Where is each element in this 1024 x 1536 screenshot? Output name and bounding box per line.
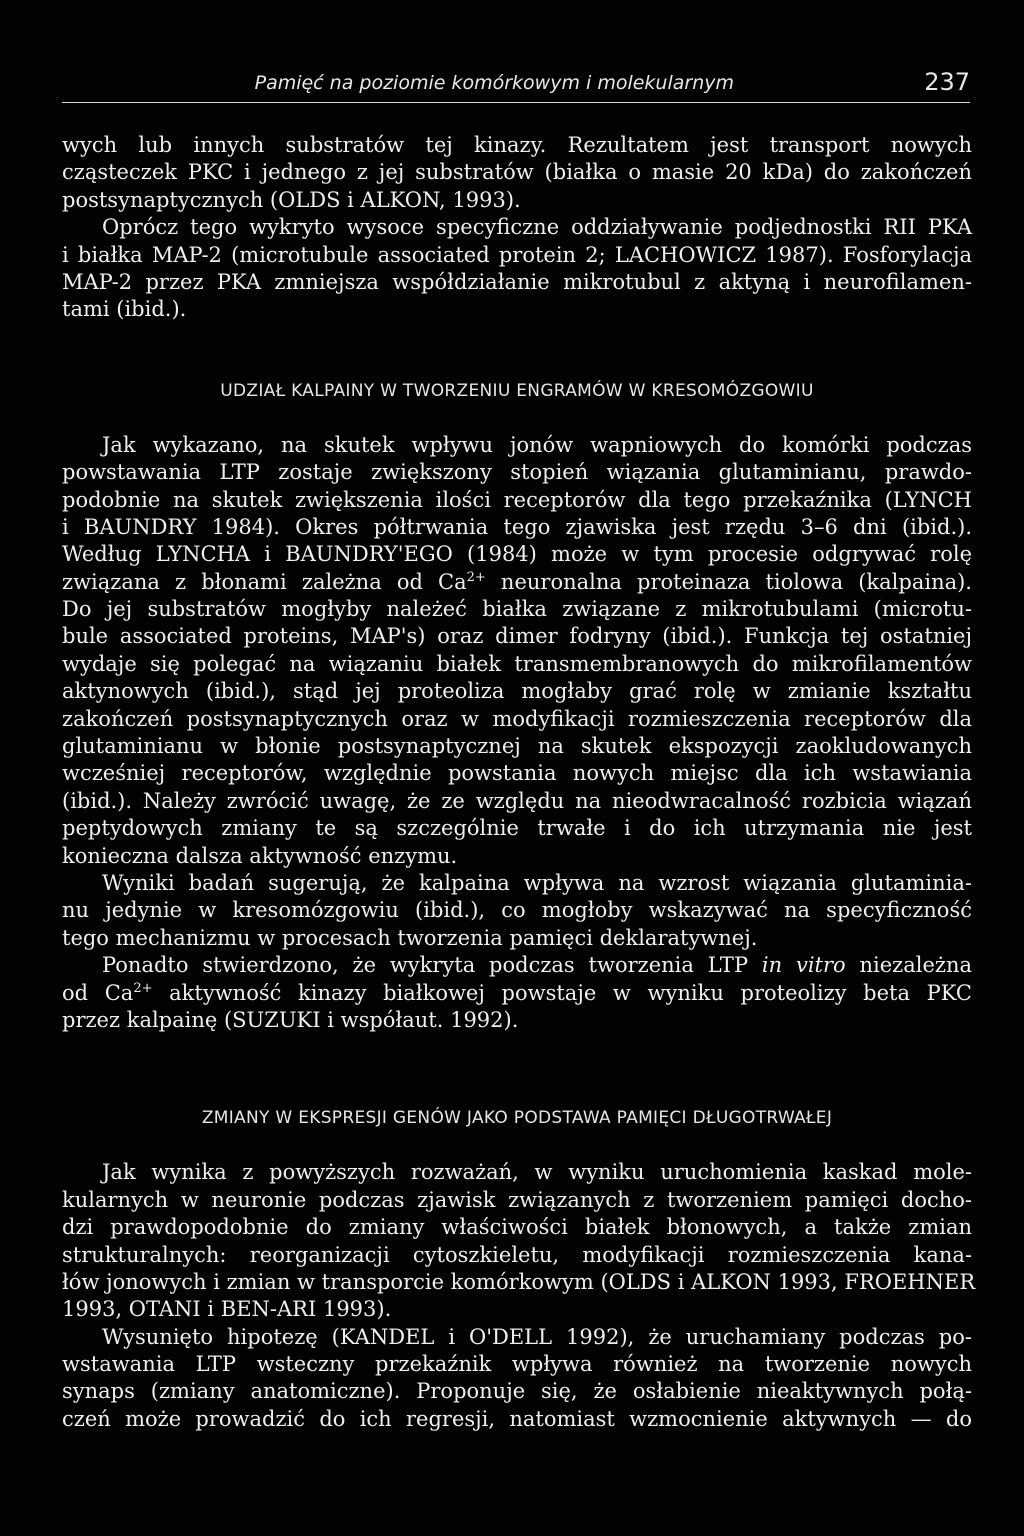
text-line: 1993, OTANI i BEN-ARI 1993). [62, 1297, 392, 1322]
paragraph [62, 214, 972, 324]
text-line: Jak wykazano, na skutek wpływu jonów wapniowych do komórki podczas [102, 432, 972, 457]
text-line: Do jej substratów mogłyby należeć białka związane z mikrotubulami (microtu- [62, 597, 972, 622]
paragraph [62, 132, 972, 214]
page-number: 237 [924, 68, 970, 96]
text-line: tami (ibid.). [62, 297, 187, 322]
text-line: bule associated proteins, MAP's) oraz dimer fodryny (ibid.). Funkcja tej ostatniej [62, 624, 972, 649]
superscript: 2+ [466, 569, 486, 585]
text-line [62, 980, 972, 1007]
text-line: powstawania LTP zostaje zwiększony stopień wiązania glutaminianu, prawdo- [62, 460, 972, 485]
text-fragment: związana z błonami zależna od Ca [62, 569, 467, 594]
text-line: wych lub innych substratów tej kinazy. Rezultatem jest transport nowych [62, 133, 972, 157]
text-line: glutaminianu w błonie postsynaptycznej na skutek ekspozycji zaokludowanych [62, 734, 972, 759]
italic-term: in vitro [761, 953, 846, 978]
text-line: (ibid.). Należy zwrócić uwagę, że ze względu na nieodwracalność rozbicia wiązań [62, 788, 972, 813]
text-fragment: niezależna [845, 953, 972, 978]
text-line: strukturalnych: reorganizacji cytoszkieletu, modyfikacji rozmieszczenia kana- [62, 1242, 972, 1267]
text-line [62, 569, 972, 596]
text-line: nu jedynie w kresomózgowiu (ibid.), co mogłoby wskazywać na specyficzność [62, 898, 972, 923]
text-line: Wysunięto hipotezę (KANDEL i O'DELL 1992), że uruchamiany podczas po- [102, 1324, 972, 1349]
text-fragment: neuronalna proteinaza tiolowa (kalpaina). [485, 569, 972, 594]
text-line: postsynaptycznych (OLDS i ALKON, 1993). [62, 187, 521, 212]
paragraph [62, 432, 972, 870]
text-line: i BAUNDRY 1984). Okres półtrwania tego zjawiska jest rzędu 3–6 dni (ibid.). [62, 514, 972, 539]
text-line: podobnie na skutek zwiększenia ilości receptorów dla tego przekaźnika (LYNCH [62, 487, 972, 512]
text-line: konieczna dalsza aktywność enzymu. [62, 843, 458, 868]
text-line: wydaje się polegać na wiązaniu białek transmembranowych do mikrofilamentów [62, 651, 972, 676]
paragraph [62, 1159, 976, 1323]
paragraph [62, 1324, 972, 1434]
text-line: Oprócz tego wykryto wysoce specyficzne oddziaływanie podjednostki RII PKA [102, 215, 972, 240]
text-line: cząsteczek PKC i jednego z jej substratów (białka o masie 20 kDa) do zakończeń [62, 160, 972, 185]
section-heading: UDZIAŁ KALPAINY W TWORZENIU ENGRAMÓW W KRESOMÓZGOWIU [220, 380, 814, 401]
text-line: Wyniki badań sugerują, że kalpaina wpływa na wzrost wiązania glutaminia- [102, 870, 972, 895]
text-line: wcześniej receptorów, względnie powstania nowych miejsc dla ich wstawiania [62, 761, 972, 786]
text-fragment: Ponadto stwierdzono, że wykryta podczas tworzenia LTP [102, 953, 762, 978]
paragraph [62, 870, 972, 952]
page-body [62, 132, 976, 1433]
text-line: Według LYNCHA i BAUNDRY'EGO (1984) może w tym procesie odgrywać rolę [62, 542, 972, 567]
text-line: kularnych w neuronie podczas zjawisk związanych z tworzeniem pamięci docho- [62, 1187, 972, 1212]
text-line: dzi prawdopodobnie do zmiany właściwości białek błonowych, a także zmian [62, 1215, 972, 1240]
running-title: Pamięć na poziomie komórkowym i molekularnym [254, 72, 734, 94]
text-line: i białka MAP-2 (microtubule associated protein 2; LACHOWICZ 1987). Fosforylacja [62, 242, 972, 267]
text-fragment: aktywność kinazy białkowej powstaje w wyniku proteolizy beta PKC [152, 980, 972, 1005]
page-header [62, 68, 970, 103]
text-fragment: od Ca [62, 980, 134, 1005]
text-line: tego mechanizmu w procesach tworzenia pamięci deklaratywnej. [62, 925, 758, 950]
text-line: wstawania LTP wsteczny przekaźnik wpływa również na tworzenie nowych [62, 1352, 972, 1377]
text-line: przez kalpainę (SUZUKI i współaut. 1992). [62, 1007, 519, 1032]
text-line: zakończeń postsynaptycznych oraz w modyfikacji rozmieszczenia receptorów dla [62, 706, 972, 731]
text-line: aktynowych (ibid.), stąd jej proteoliza mogłaby grać rolę w zmianie kształtu [62, 679, 972, 704]
paragraph [62, 952, 972, 1034]
section-heading: ZMIANY W EKSPRESJI GENÓW JAKO PODSTAWA PAMIĘCI DŁUGOTRWAŁEJ [201, 1108, 833, 1129]
text-line: łów jonowych i zmian w transporcie komórkowym (OLDS i ALKON 1993, FROEHNER [62, 1269, 976, 1294]
text-line: czeń może prowadzić do ich regresji, natomiast wzmocnienie aktywnych — do [62, 1406, 972, 1431]
text-line: peptydowych zmiany te są szczególnie trwałe i do ich utrzymania nie jest [62, 816, 972, 841]
text-line: Jak wynika z powyższych rozważań, w wyniku uruchomienia kaskad mole- [102, 1160, 972, 1185]
superscript: 2+ [133, 980, 153, 996]
text-line [62, 952, 972, 979]
text-line: synaps (zmiany anatomiczne). Proponuje się, że osłabienie nieaktywnych połą- [62, 1379, 972, 1404]
text-line: MAP-2 przez PKA zmniejsza współdziałanie mikrotubul z aktyną i neurofilamen- [62, 269, 972, 294]
